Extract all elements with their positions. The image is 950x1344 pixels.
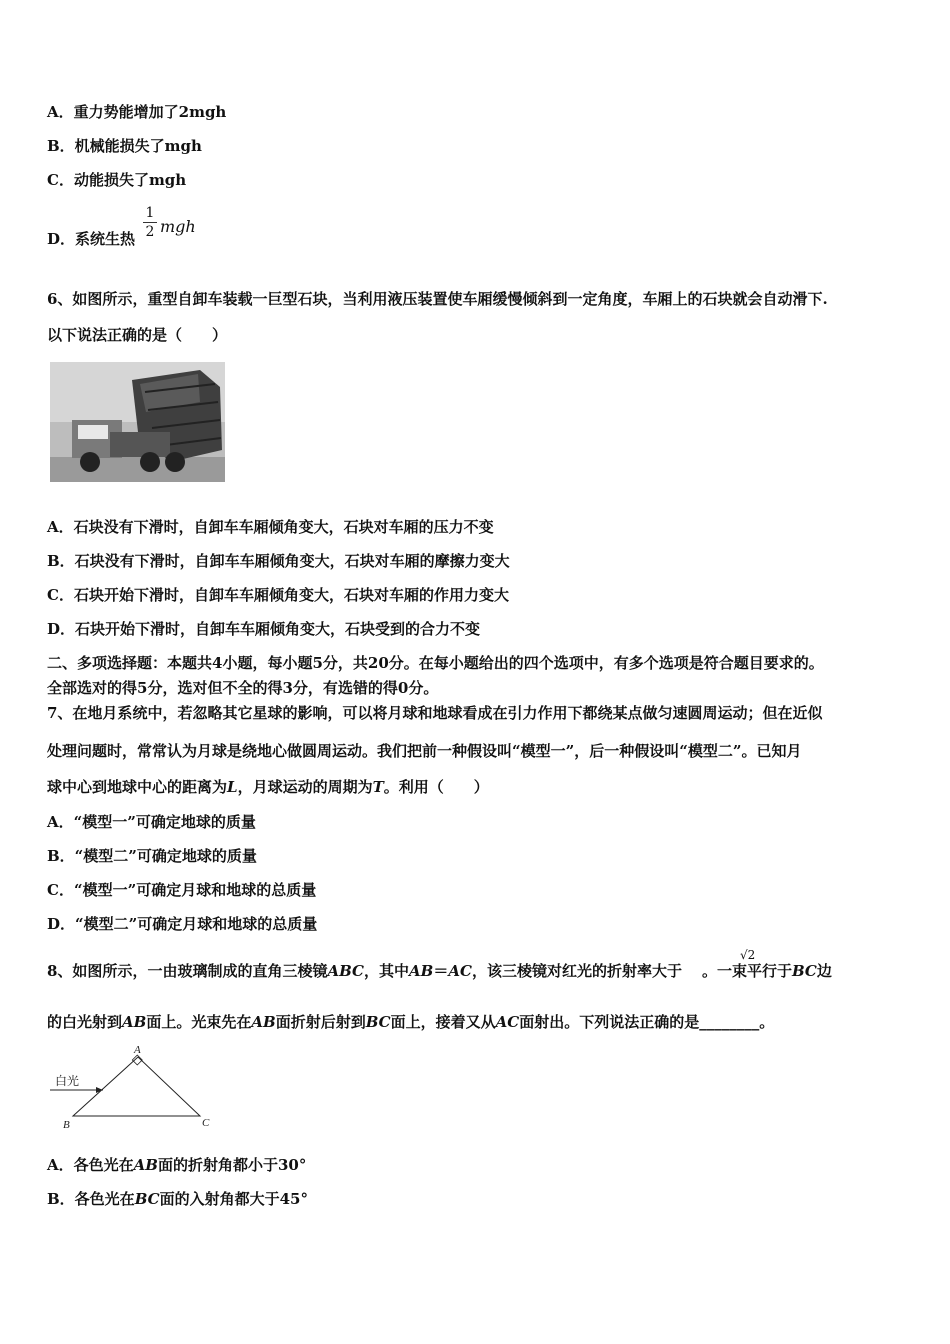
q8-text: ，该三棱镜对红光的折射率大于 [471, 962, 682, 980]
q8-text: 边 [816, 962, 832, 980]
q8-text: 面的折射角都小于30° [157, 1156, 307, 1174]
q8-text: 8、如图所示，一由玻璃制成的直角三棱镜 [47, 962, 328, 980]
q6-option-c: C．石块开始下滑时，自卸车车厢倾角变大，石块对车厢的作用力变大 [47, 586, 509, 604]
q5-option-d: D．系统生热 [47, 230, 136, 248]
mgh-term: mgh [160, 217, 196, 236]
q5-option-c: C．动能损失了mgh [47, 171, 187, 189]
q7-option-d: D．“模型二”可确定月球和地球的总质量 [47, 915, 318, 933]
fraction-half [143, 205, 157, 240]
var-AB: AB [251, 1013, 276, 1031]
q5-option-b: B．机械能损失了mgh [47, 137, 202, 155]
q8-text: 面射出。下列说法正确的是________。 [519, 1013, 775, 1031]
var-BC: BC [791, 962, 817, 980]
q5-option-a: A．重力势能增加了2mgh [47, 103, 227, 121]
var-AB: AB [409, 962, 434, 980]
q8-text: 面折射后射到 [275, 1013, 366, 1031]
prism-triangle [73, 1057, 200, 1116]
q8-text: ，其中 [364, 962, 410, 980]
q8-text: ＝ [433, 962, 449, 980]
q8-text: B．各色光在 [47, 1190, 135, 1208]
q8-text: A．各色光在 [47, 1156, 134, 1174]
q7-text: ，月球运动的周期为 [237, 778, 373, 796]
section2-rule: 全部选对的得5分，选对但不全的得3分，有选错的得0分。 [47, 679, 439, 697]
q8-stem-line1 [47, 961, 832, 981]
q7-text: 球中心到地球中心的距离为 [47, 778, 228, 796]
prism-diagram [45, 1042, 220, 1134]
q7-stem-line3 [47, 777, 489, 797]
q7-text: 。利用（ ） [383, 778, 489, 796]
q7-option-c: C．“模型一”可确定月球和地球的总质量 [47, 881, 317, 899]
var-AB: AB [133, 1156, 158, 1174]
sqrt-two: √2 [740, 948, 756, 962]
q8-text: 的白光射到 [47, 1013, 123, 1031]
var-AB: AB [122, 1013, 147, 1031]
fraction-denominator: 2 [145, 224, 155, 240]
q7-option-b: B．“模型二”可确定地球的质量 [47, 847, 257, 865]
q6-stem-line1: 6、如图所示，重型自卸车装载一巨型石块，当利用液压装置使车厢缓慢倾斜到一定角度，车厢上的石块就会自动滑下. [47, 290, 828, 308]
var-AC: AC [495, 1013, 520, 1031]
label-white-light: 白光 [55, 1074, 80, 1088]
var-BC: BC [134, 1190, 160, 1208]
var-ABC: ABC [327, 962, 364, 980]
q7-stem-line1: 7、在地月系统中，若忽略其它星球的影响，可以将月球和地球看成在引力作用下都绕某点做匀速圆周运动；但在近似 [47, 704, 823, 722]
q6-stem-line2: 以下说法正确的是（ ） [47, 326, 228, 344]
q8-text: 面的入射角都大于45° [159, 1190, 308, 1208]
label-vertex-c: C [202, 1117, 210, 1129]
fraction-numerator: 1 [145, 205, 155, 221]
label-vertex-b: B [63, 1119, 70, 1131]
var-T: T [372, 778, 384, 796]
q7-option-a: A．“模型一”可确定地球的质量 [47, 813, 256, 831]
q8-stem-line2 [47, 1012, 774, 1032]
var-AC: AC [448, 962, 472, 980]
q6-option-a: A．石块没有下滑时，自卸车车厢倾角变大，石块对车厢的压力不变 [47, 518, 494, 536]
q8-text: 面上，接着又从 [390, 1013, 496, 1031]
section2-heading: 二、多项选择题：本题共4小题，每小题5分，共20分。在每小题给出的四个选项中，有多个选项是符合题目要求的。 [47, 654, 824, 672]
label-vertex-a: A [134, 1044, 141, 1056]
q8-text: 。一束平行于 [701, 962, 792, 980]
q6-option-b: B．石块没有下滑时，自卸车车厢倾角变大，石块对车厢的摩擦力变大 [47, 552, 510, 570]
q8-option-b [47, 1189, 308, 1209]
var-BC: BC [365, 1013, 391, 1031]
dump-truck-photo [50, 362, 225, 482]
var-L: L [227, 778, 238, 796]
q8-text: 面上。光束先在 [146, 1013, 252, 1031]
q8-option-a [47, 1155, 306, 1175]
q6-option-d: D．石块开始下滑时，自卸车车厢倾角变大，石块受到的合力不变 [47, 620, 481, 638]
q7-stem-line2: 处理问题时，常常认为月球是绕地心做圆周运动。我们把前一种假设叫“模型一”，后一种假设叫“模型二”。已知月 [47, 742, 802, 760]
